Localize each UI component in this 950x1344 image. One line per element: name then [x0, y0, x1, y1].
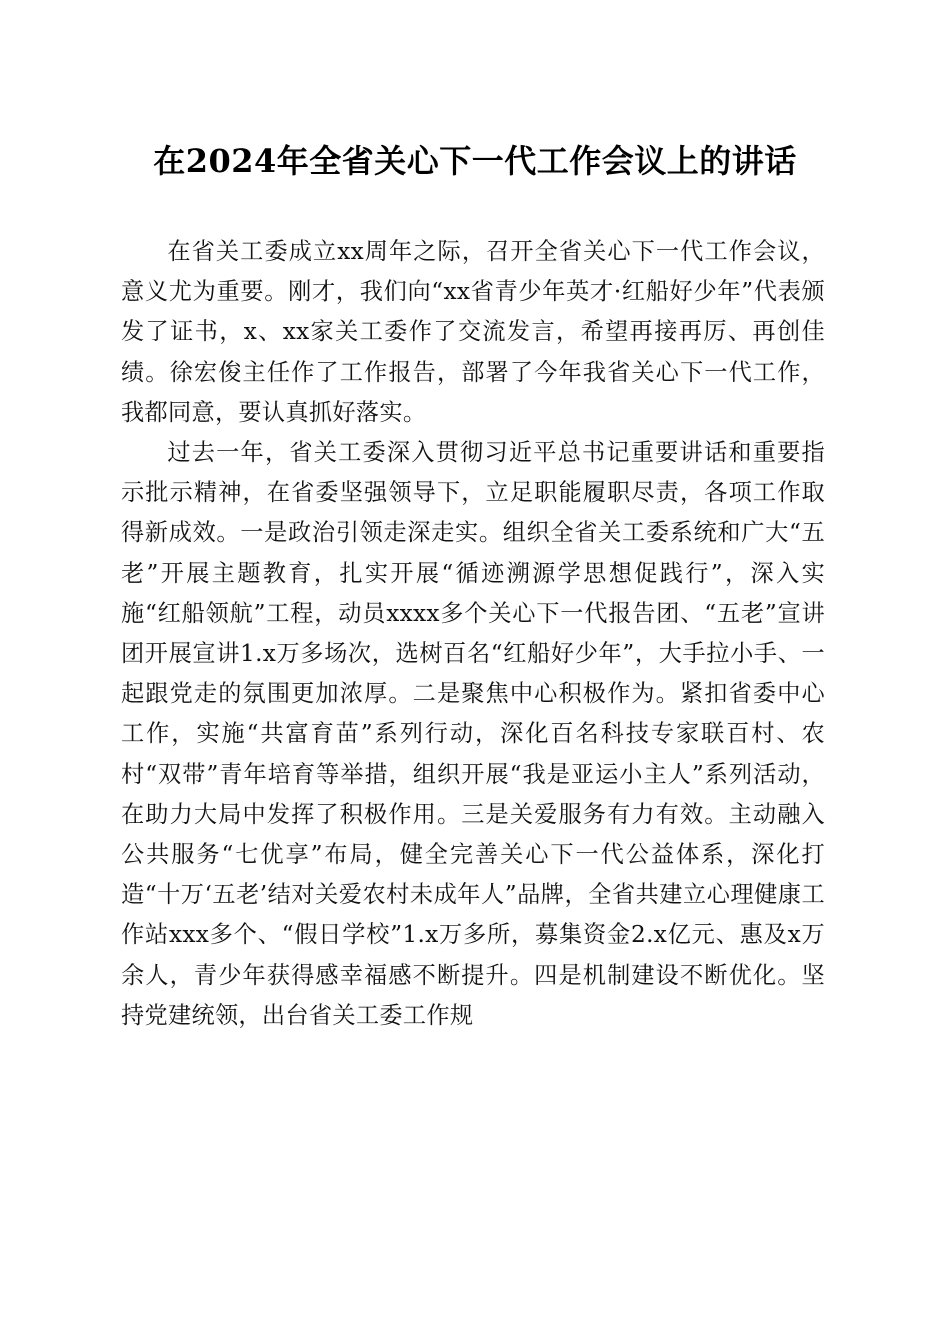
document-title: 在2024年全省关心下一代工作会议上的讲话 [153, 142, 797, 180]
paragraph-1: 在省关工委成立xx周年之际，召开全省关心下一代工作会议，意义尤为重要。刚才，我们向“xx省青少年英才·红船好少年”代表颁发了证书，x、xx家关工委作了交流发言，希望再接再厉、再创佳绩。徐宏俊主任作了工作报告，部署了今年我省关心下一代工作，我都同意，要认真抓好落实。 [121, 238, 825, 426]
document-body [121, 232, 825, 1036]
paragraph-2: 过去一年，省关工委深入贯彻习近平总书记重要讲话和重要指示批示精神，在省委坚强领导下，立足职能履职尽责，各项工作取得新成效。一是政治引领走深走实。组织全省关工委系统和广大“五老”开展主题教育，扎实开展“循迹溯源学思想促践行”，深入实施“红船领航”工程，动员xxxx多个关心下一代报告团、“五老”宣讲团开展宣讲1.x万多场次，选树百名“红船好少年”，大手拉小手、一起跟党走的氛围更加浓厚。二是聚焦中心积极作为。紧扣省委中心工作，实施“共富育苗”系列行动，深化百名科技专家联百村、农村“双带”青年培育等举措，组织开展“我是亚运小主人”系列活动，在助力大局中发挥了积极作用。三是关爱服务有力有效。主动融入公共服务“七优享”布局，健全完善关心下一代公益体系，深化打造“十万‘五老’结对关爱农村未成年人”品牌，全省共建立心理健康工作站xxx多个、“假日学校”1.x万多所，募集资金2.x亿元、惠及x万余人，青少年获得感幸福感不断提升。四是机制建设不断优化。坚持党建统领，出台省关工委工作规 [121, 439, 825, 1029]
